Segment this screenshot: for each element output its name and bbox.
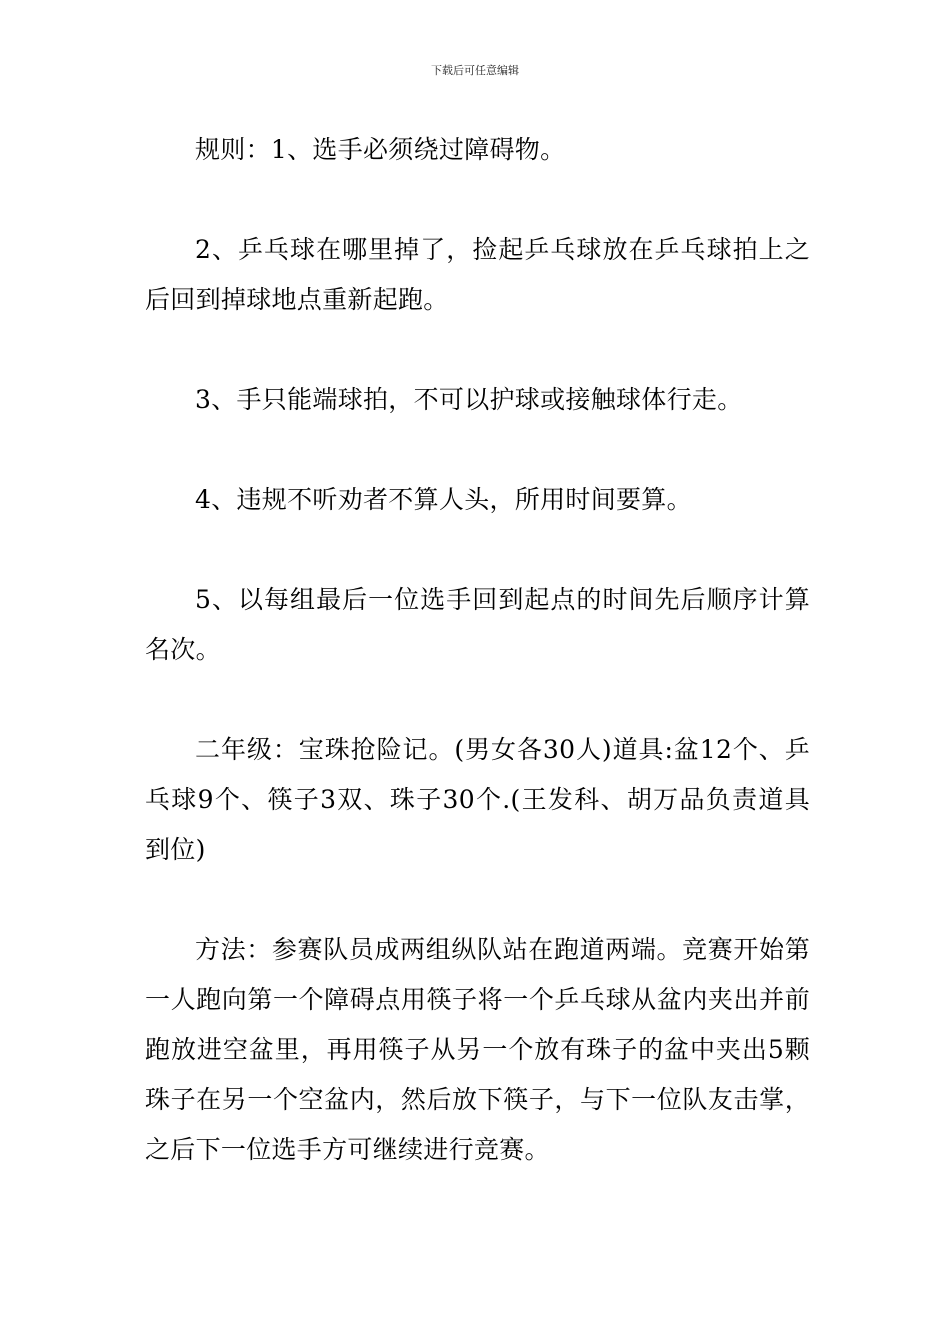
rule-5-paragraph: 5、以每组最后一位选手回到起点的时间先后顺序计算名次。: [145, 585, 810, 664]
rule-2-paragraph: 2、乒乓球在哪里掉了，捡起乒乓球放在乒乓球拍上之后回到掉球地点重新起跑。: [145, 235, 810, 314]
method-paragraph: 方法：参赛队员成两组纵队站在跑道两端。竞赛开始第一人跑向第一个障碍点用筷子将一个乒乓球从盆内夹出并前跑放进空盆里，再用筷子从另一个放有珠子的盆中夹出5颗珠子在另一个空盆内，然后放下筷子，与下一位队友击掌，之后下一位选手方可继续进行竞赛。: [145, 935, 810, 1164]
rules-intro-paragraph: 规则：1、选手必须绕过障碍物。: [195, 135, 566, 164]
page-header-note: 下载后可任意编辑: [431, 64, 519, 77]
grade-two-paragraph: 二年级：宝珠抢险记。(男女各30人)道具:盆12个、乒乓球9个、筷子3双、珠子30个.(王发科、胡万品负责道具到位): [145, 735, 810, 864]
rule-4-paragraph: 4、违规不听劝者不算人头，所用时间要算。: [195, 485, 692, 514]
rule-3-paragraph: 3、手只能端球拍，不可以护球或接触球体行走。: [195, 385, 743, 414]
